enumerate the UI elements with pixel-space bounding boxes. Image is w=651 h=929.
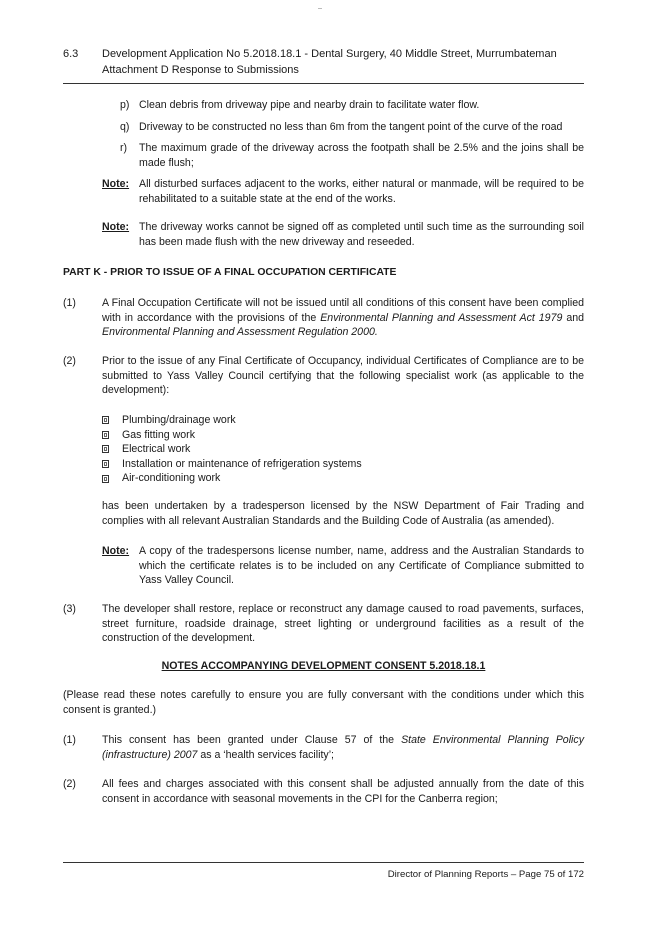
notes-section-intro: (Please read these notes carefully to ensure you are fully conversant with the conditions under which this consent is granted.) [63, 689, 584, 716]
part-k-condition-1-text: A Final Occupation Certificate will not be issued until all conditions of this consent have been complied with in accordance with the provisions of the Environmental Planning and Assessment Act 1979 and Environmental Planning and Assessment Regulation 2000. [102, 297, 584, 338]
note-label-2: Note: [102, 221, 130, 233]
checkbox-icon [102, 416, 109, 424]
item-label-p: p) [120, 99, 130, 111]
notes-item-2-text: All fees and charges associated with this consent shall be adjusted annually from the date of this consent in accordance with seasonal movements in the CPI for the Canberra region; [102, 778, 584, 805]
item-text-q: Driveway to be constructed no less than 6m from the tangent point of the curve of the road [139, 121, 563, 133]
item-label-r: r) [120, 142, 128, 154]
checkbox-icon [102, 431, 109, 439]
specialist-work-list [102, 413, 362, 486]
list-item: Electrical work [102, 442, 362, 457]
part-k-condition-3-label: (3) [63, 603, 76, 615]
part-k-condition-3-text: The developer shall restore, replace or reconstruct any damage caused to road pavements, surfaces, street furniture, roadside drainage, street lighting or underground facilities as a result of the construction of the development. [102, 603, 584, 644]
part-k-condition-2-after: has been undertaken by a tradesperson licensed by the NSW Department of Fair Trading and complies with all relevant Australian Standards and the Building Code of Australia (as amended). [102, 500, 584, 527]
checkbox-icon [102, 445, 109, 453]
header-title-line1: Development Application No 5.2018.18.1 - Dental Surgery, 40 Middle Street, Murrumbateman [102, 48, 557, 60]
note-text-2: The driveway works cannot be signed off as completed until such time as the surrounding soil has been made flush with the new driveway and reseeded. [139, 221, 584, 248]
header-item-number: 6.3 [63, 48, 79, 60]
scan-mark [318, 8, 322, 9]
list-item: Air-conditioning work [102, 471, 362, 486]
part-k-condition-1-label: (1) [63, 297, 76, 309]
item-text-p: Clean debris from driveway pipe and nearby drain to facilitate water flow. [139, 99, 480, 111]
part-k-note-text: A copy of the tradespersons license number, name, address and the Australian Standards to which the certificate relates is to be included on any Certificate of Compliance submitted to Yass Valley Council. [139, 545, 584, 586]
checkbox-icon [102, 475, 109, 483]
list-item: Plumbing/drainage work [102, 413, 362, 428]
header-title-line2: Attachment D Response to Submissions [102, 63, 299, 76]
item-text-r: The maximum grade of the driveway across the footpath shall be 2.5% and the joins shall be made flush; [139, 142, 584, 169]
note-text-1: All disturbed surfaces adjacent to the works, either natural or manmade, will be required to be rehabilitated to a suitable state at the end of the works. [139, 178, 584, 205]
note-label-1: Note: [102, 178, 130, 190]
item-label-q: q) [120, 121, 130, 133]
footer-divider [63, 862, 584, 863]
notes-section-heading: NOTES ACCOMPANYING DEVELOPMENT CONSENT 5.2018.18.1 [161, 660, 486, 672]
part-k-condition-2-label: (2) [63, 355, 76, 367]
notes-item-2-label: (2) [63, 778, 76, 790]
part-k-condition-2-text: Prior to the issue of any Final Certificate of Occupancy, individual Certificates of Compliance are to be submitted to Yass Valley Council certifying that the following specialist work (as applicable to the development): [102, 355, 584, 396]
list-item: Gas fitting work [102, 428, 362, 443]
part-k-heading: PART K - PRIOR TO ISSUE OF A FINAL OCCUPATION CERTIFICATE [63, 267, 397, 278]
checkbox-icon [102, 460, 109, 468]
notes-item-1-text: This consent has been granted under Clause 57 of the State Environmental Planning Policy (infrastructure) 2007 as a ‘health services facility’; [102, 734, 584, 761]
header-divider [63, 83, 584, 84]
list-item: Installation or maintenance of refrigeration systems [102, 457, 362, 472]
header-title [102, 47, 582, 78]
part-k-note-label: Note: [102, 545, 130, 557]
footer-page-label: Director of Planning Reports – Page 75 of 172 [387, 869, 584, 880]
notes-item-1-label: (1) [63, 734, 76, 746]
